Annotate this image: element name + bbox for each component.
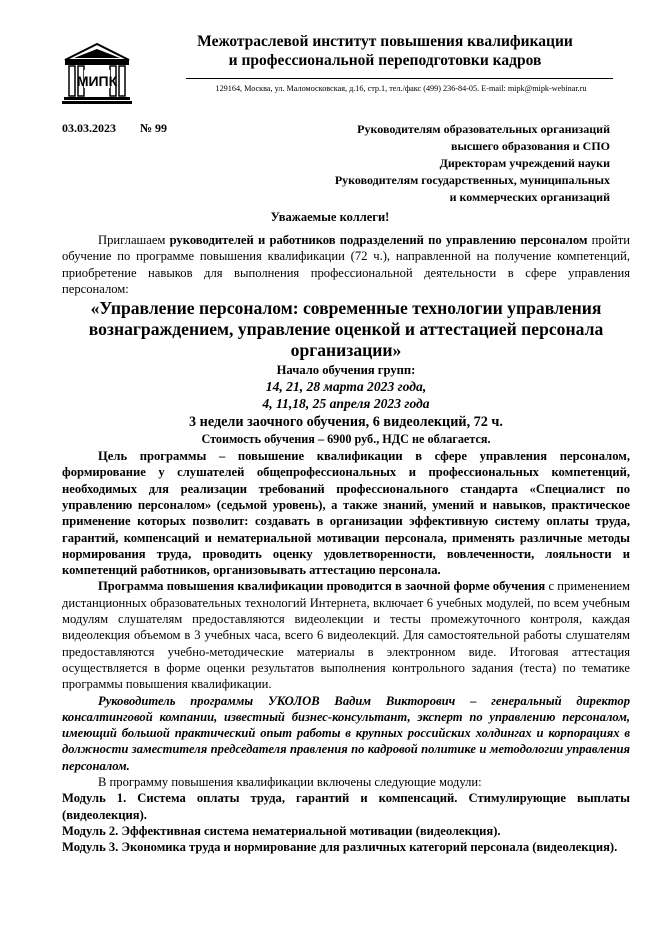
course-duration: 3 недели заочного обучения, 6 видеолекций, 72 ч. [189,414,503,431]
module-item: Модуль 1. Система оплаты труда, гарантий и компенсаций. Стимулирующие выплаты (видеолекция). [62,791,630,822]
module-item: Модуль 3. Экономика труда и нормирование для различных категорий персонала (видеолекция). [62,840,618,855]
addressee-line: и коммерческих организаций [449,190,610,204]
addressee-line: Руководителям образовательных организаций [357,122,610,136]
greeting: Уважаемые коллеги! [270,210,390,224]
logo-text: МИПК [76,73,118,89]
course-title: «Управление персоналом: современные технологии управления вознаграждением, управление оценкой и аттестацией персонала организации» [88,298,604,361]
addressee-line: Руководителям государственных, муниципальных [334,173,610,187]
course-price: Стоимость обучения – 6900 руб., НДС не облагается. [201,431,491,446]
letter-body [62,232,630,856]
intro-paragraph [62,232,630,297]
letter-date: 03.03.2023 [62,121,116,135]
program-lead-paragraph: Руководитель программы УКОЛОВ Вадим Викторович – генеральный директор консалтинговой компании, известный бизнес-консультант, эксперт по управлению персоналом, имеющий большой практический опыт работы в крупных российских холдингах и корпорациях в должности заместителя председателя правления по кадровой политике и методологии управления персоналом. [62,693,630,773]
modules-intro: В программу повышения квалификации включены следующие модули: [98,775,482,790]
start-dates-march: 14, 21, 28 марта 2023 года, [265,379,427,395]
addressee-line: Директорам учреждений науки [439,156,610,170]
header-divider [186,78,613,79]
addressee-line: высшего образования и СПО [451,139,610,153]
start-dates-april: 4, 11,18, 25 апреля 2023 года [262,396,430,412]
format-paragraph [62,578,630,692]
letter-number: № 99 [140,121,168,135]
module-item: Модуль 2. Эффективная система нематериальной мотивации (видеолекция). [62,823,501,838]
org-name-line2: и профессиональной переподготовки кадров [228,52,542,69]
intro-audience: руководителей и работников подразделений по управлению персоналом [169,233,588,247]
organization-name [160,32,610,70]
goal-paragraph: Цель программы – повышение квалификации в сфере управления персоналом, формирование у слушателей общепрофессиональных и профессиональных компетенций, необходимых для реализации требований профессионального стандарта «Специалист по управлению персоналом» (седьмой уровень), а также знаний, умений и навыков, практическое применение которых позволит: создавать в организации эффективную систему оплаты труда, гарантий, компенсаций и нематериальной мотивации персонала, применять различные методы нормирования труда, проводить оценку удовлетворенности, вовлеченности, лояльности и компетенций работников, организовывать аттестацию персонала. [62,449,630,578]
intro-text: Приглашаем [98,233,170,247]
start-label: Начало обучения групп: [276,363,416,378]
institute-logo-icon [62,42,132,104]
organization-address: 129164, Москва, ул. Маломосковская, д.16, стр.1, тел./факс (499) 236-84-05. E-mail: mipk@mipk-webinar.ru [215,84,587,93]
format-bold: Программа повышения квалификации проводится в заочной форме обучения [98,579,546,594]
format-rest: с применением дистанционных образовательных технологий Интернета, включает 6 учебных модулей, по всем учебным модулям слушателям предоставляются видеолекции и тесты промежуточного контроля, каждая видеолекция объемом в 3 учебных часа, всего 6 видеолекций. Для самостоятельной работы слушателям предоставляются учебно-методические материалы в электронном виде. Итоговая аттестация осуществляется в форме оценки результатов выполнения контрольного задания (теста) по тематике программы повышения квалификации. [62,579,630,692]
addressees-block [250,121,610,206]
org-name-line1: Межотраслевой институт повышения квалификации [197,33,573,50]
intro-text-rest: пройти обучение по программе повышения квалификации (72 ч.), направленной на получение компетенций, приобретение навыков для выполнения профессиональной деятельности в сфере управления персоналом: [62,233,630,296]
